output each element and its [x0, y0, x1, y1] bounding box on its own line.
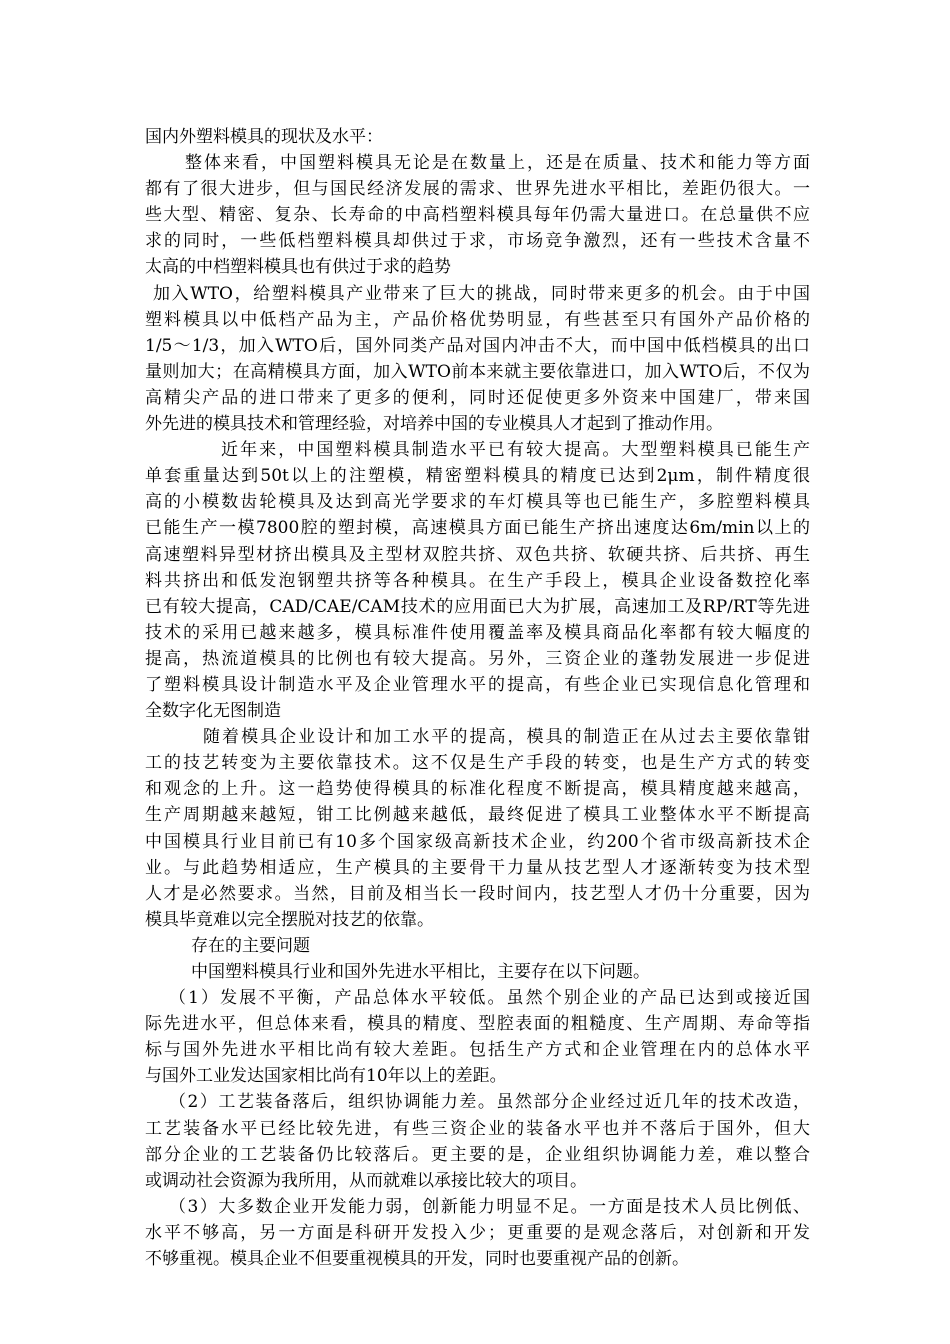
text-line: 高速塑料异型材挤出模具及主型材双腔共挤、双色共挤、软硬共挤、后共挤、再生: [145, 544, 810, 565]
text-line: 提高，热流道模具的比例也有较大提高。另外，三资企业的蓬勃发展进一步促进: [145, 648, 810, 669]
text-line: 标与国外先进水平相比尚有较大差距。包括生产方式和企业管理在内的总体水平: [145, 1040, 810, 1061]
text-line: 已能生产一模7800腔的塑封模，高速模具方面已能生产挤出速度达6m/min以上的: [145, 518, 810, 539]
text-line: 中国塑料模具行业和国外先进水平相比，主要存在以下问题。: [191, 962, 650, 982]
text-line: 全数字化无图制造: [145, 701, 281, 722]
text-line: 模具毕竟难以完全摆脱对技艺的依靠。: [145, 909, 434, 930]
text-line: 料共挤出和低发泡钢塑共挤等各种模具。在生产手段上，模具企业设备数控化率: [145, 570, 810, 591]
text-line: 高的小模数齿轮模具及达到高光学要求的车灯模具等也已能生产，多腔塑料模具: [145, 492, 810, 513]
text-line: 不够重视。模具企业不但要重视模具的开发，同时也要重视产品的创新。: [145, 1249, 689, 1270]
text-line: 或调动社会资源为我所用，从而就难以承接比较大的项目。: [145, 1170, 587, 1191]
text-line: （2）工艺装备落后，组织协调能力差。虽然部分企业经过近几年的技术改造，: [169, 1092, 810, 1113]
text-line: 存在的主要问题: [191, 935, 310, 956]
text-line: 人才是必然要求。当然，目前及相当长一段时间内，技艺型人才仍十分重要，因为: [145, 883, 810, 904]
text-line: 际先进水平，但总体来看，模具的精度、型腔表面的粗糙度、生产周期、寿命等指: [145, 1014, 810, 1035]
text-line: 工艺装备水平已经比较先进，有些三资企业的装备水平也并不落后于国外，但大: [145, 1118, 810, 1139]
text-line: 生产周期越来越短，钳工比例越来越低，最终促进了模具工业整体水平不断提高: [145, 805, 810, 826]
text-line: 了塑料模具设计制造水平及企业管理水平的提高，有些企业已实现信息化管理和: [145, 674, 810, 695]
text-line: 技术的采用已越来越多，模具标准件使用覆盖率及模具商品化率都有较大幅度的: [145, 622, 810, 643]
text-line: 国内外塑料模具的现状及水平：: [145, 127, 383, 147]
text-line: 外先进的模具技术和管理经验，对培养中国的专业模具人才起到了推动作用。: [145, 414, 723, 435]
text-line: 些大型、精密、复杂、长寿命的中高档塑料模具每年仍需大量进口。在总量供不应: [145, 205, 810, 226]
text-line: 工的技艺转变为主要依靠技术。这不仅是生产手段的转变，也是生产方式的转变: [145, 753, 810, 774]
text-line: 高精尖产品的进口带来了更多的便利，同时还促使更多外资来中国建厂，带来国: [145, 387, 810, 408]
text-line: 量则加大；在高精模具方面，加入WTO前本来就主要依靠进口，加入WTO后，不仅为: [145, 361, 810, 382]
text-line: 太高的中档塑料模具也有供过于求的趋势: [145, 257, 451, 278]
text-line: 随着模具企业设计和加工水平的提高，模具的制造正在从过去主要依靠钳: [203, 727, 810, 748]
text-line: 求的同时，一些低档塑料模具却供过于求，市场竞争激烈，还有一些技术含量不: [145, 231, 810, 252]
text-line: （3）大多数企业开发能力弱，创新能力明显不足。一方面是技术人员比例低、: [169, 1196, 810, 1217]
text-line: 塑料模具以中低档产品为主，产品价格优势明显，有些甚至只有国外产品价格的: [145, 309, 810, 330]
document-body: [145, 124, 810, 1272]
text-line: 单套重量达到50t以上的注塑模，精密塑料模具的精度已达到2μm，制件精度很: [145, 466, 810, 487]
text-line: 中国模具行业目前已有10多个国家级高新技术企业，约200个省市级高新技术企: [145, 831, 810, 852]
text-line: 水平不够高，另一方面是科研开发投入少；更重要的是观念落后，对创新和开发: [145, 1222, 810, 1243]
text-line: 业。与此趋势相适应，生产模具的主要骨干力量从技艺型人才逐渐转变为技术型: [145, 857, 810, 878]
text-line: 部分企业的工艺装备仍比较落后。更主要的是，企业组织协调能力差，难以整合: [145, 1144, 810, 1165]
text-line: 和观念的上升。这一趋势使得模具的标准化程度不断提高，模具精度越来越高，: [145, 779, 810, 800]
text-line: 近年来，中国塑料模具制造水平已有较大提高。大型塑料模具已能生产: [221, 440, 810, 461]
text-line: 1/5～1/3，加入WTO后，国外同类产品对国内冲击不大，而中国中低档模具的出口: [145, 335, 810, 356]
text-line: 已有较大提高，CAD/CAE/CAM技术的应用面已大为扩展，高速加工及RP/RT等先进: [145, 596, 810, 617]
text-line: 与国外工业发达国家相比尚有10年以上的差距。: [145, 1066, 507, 1087]
text-line: （1）发展不平衡，产品总体水平较低。虽然个别企业的产品已达到或接近国: [169, 988, 810, 1009]
text-line: 整体来看，中国塑料模具无论是在数量上，还是在质量、技术和能力等方面: [185, 153, 810, 174]
text-line: 加入WTO，给塑料模具产业带来了巨大的挑战，同时带来更多的机会。由于中国: [153, 283, 810, 304]
text-line: 都有了很大进步，但与国民经济发展的需求、世界先进水平相比，差距仍很大。一: [145, 179, 810, 200]
